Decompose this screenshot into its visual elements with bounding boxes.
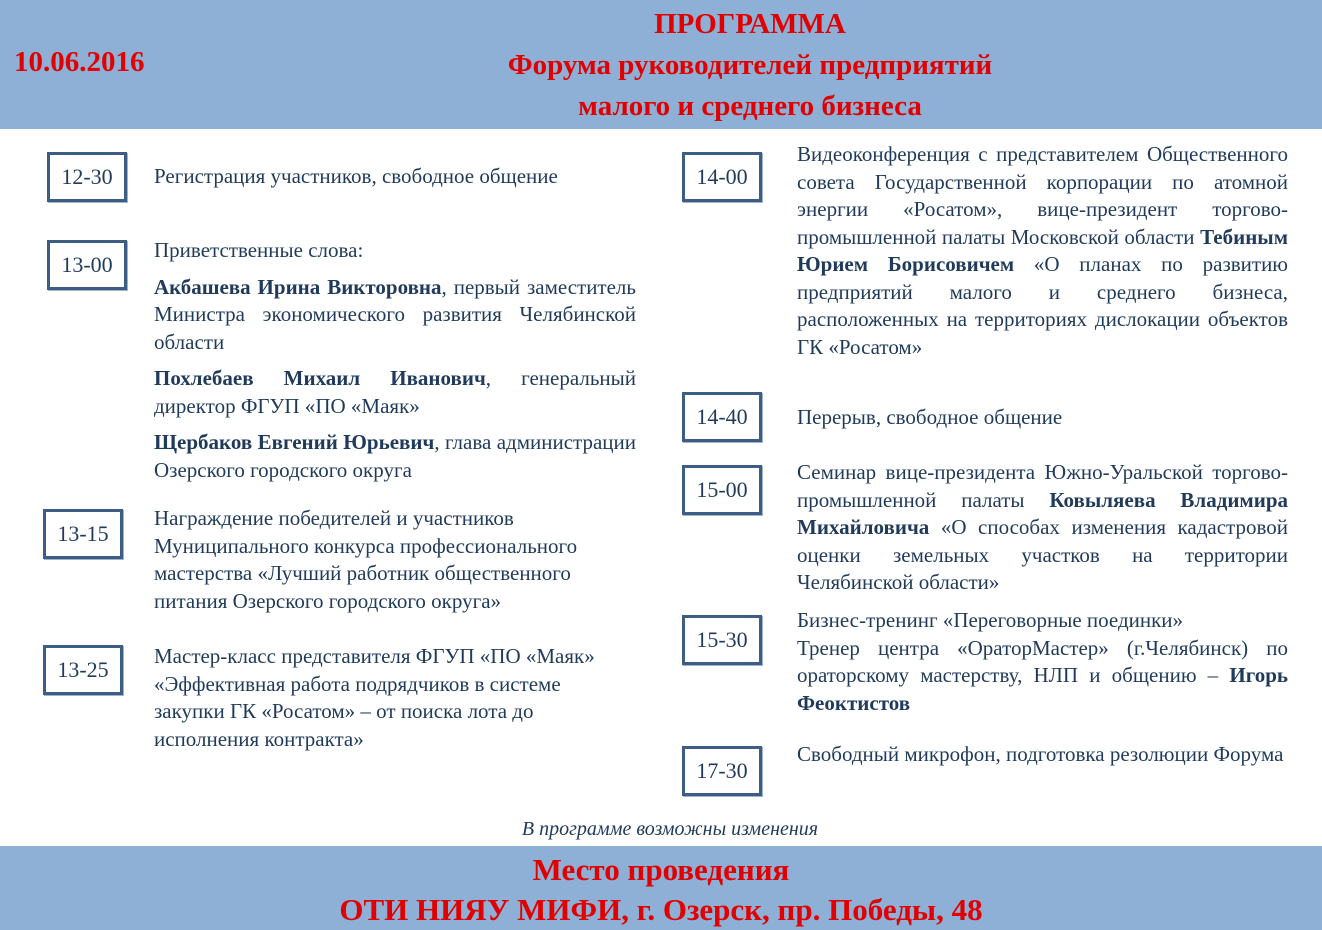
time-box-14-00: 14-00 (682, 152, 762, 202)
time-box-13-15: 13-15 (43, 509, 123, 559)
speaker-name: Тебиным Юрием Борисовичем (797, 224, 1289, 276)
entry-videoconference: Видеоконференция с представителем Общественного совета Государственной корпорации по атомной энергии «Росатом», вице-президент торгово-промышленной палаты Московской области Тебиным Юрием Борисовичем «О планах по развитию предприятий малого и среднего бизнеса, расположенных на территориях дислокации объектов ГК «Росатом» (797, 142, 1289, 359)
entry-welcome (154, 237, 636, 484)
time-box-17-30: 17-30 (682, 746, 762, 796)
time-box-14-40: 14-40 (682, 392, 762, 442)
venue-heading: Место проведения (532, 852, 790, 887)
changes-note: В программе возможны изменения (521, 818, 819, 840)
speaker-name: Ковыляева Владимира Михайловича (797, 487, 1288, 539)
time-box-12-30: 12-30 (47, 152, 127, 202)
program-title (0, 4, 1322, 127)
speaker-name: Похлебаев Михаил Иванович (154, 366, 486, 390)
time-box-13-25: 13-25 (43, 645, 123, 695)
entry-open-mic: Свободный микрофон, подготовка резолюции Форума (797, 742, 1284, 766)
entry-break: Перерыв, свободное общение (797, 405, 1063, 429)
event-date: 10.06.2016 (14, 46, 145, 78)
speaker-akbasheva: Акбашева Ирина Викторовна, первый заместитель Министра экономического развития Челябинской области (154, 274, 636, 354)
speaker-pokhlebaev: Похлебаев Михаил Иванович, генеральный директор ФГУП «ПО «Маяк» (154, 366, 636, 418)
title-line-3: малого и среднего бизнеса (578, 90, 922, 122)
speaker-name: Щербаков Евгений Юрьевич (154, 430, 435, 454)
title-line-2: Форума руководителей предприятий (507, 49, 993, 81)
venue-address: ОТИ НИЯУ МИФИ, г. Озерск, пр. Победы, 48 (339, 892, 983, 927)
entry-awards: Награждение победителей и участников Муниципального конкурса профессионального мастерства «Лучший работник общественного питания Озерского городского округа» (154, 506, 578, 613)
time-box-13-00: 13-00 (47, 240, 127, 290)
time-box-15-00: 15-00 (682, 465, 762, 515)
welcome-intro: Приветственные слова: (154, 238, 364, 262)
venue-block (0, 850, 1322, 930)
speaker-name: Акбашева Ирина Викторовна (154, 274, 442, 299)
speaker-shcherbakov: Щербаков Евгений Юрьевич, глава администрации Озерского городского округа (154, 430, 637, 482)
entry-masterclass: Мастер-класс представителя ФГУП «ПО «Маяк» «Эффективная работа подрядчиков в системе закупки ГК «Росатом» – от поиска лота до исполнения контракта» (154, 644, 595, 751)
title-line-1: ПРОГРАММА (654, 8, 846, 40)
entry-seminar: Семинар вице-президента Южно-Уральской торгово-промышленной палаты Ковыляева Владимира Михайловича «О способах изменения кадастровой оценки земельных участков на территории Челябинской области» (797, 460, 1289, 594)
speaker-name: Игорь Феоктистов (797, 663, 1289, 715)
entry-training: Бизнес-тренинг «Переговорные поединки» Тренер центра «ОраторМастер» (г.Челябинск) по ораторскому мастерству, НЛП и общению – Игорь Феоктистов (797, 608, 1289, 715)
time-box-15-30: 15-30 (682, 615, 762, 665)
entry-registration: Регистрация участников, свободное общение (154, 164, 558, 188)
